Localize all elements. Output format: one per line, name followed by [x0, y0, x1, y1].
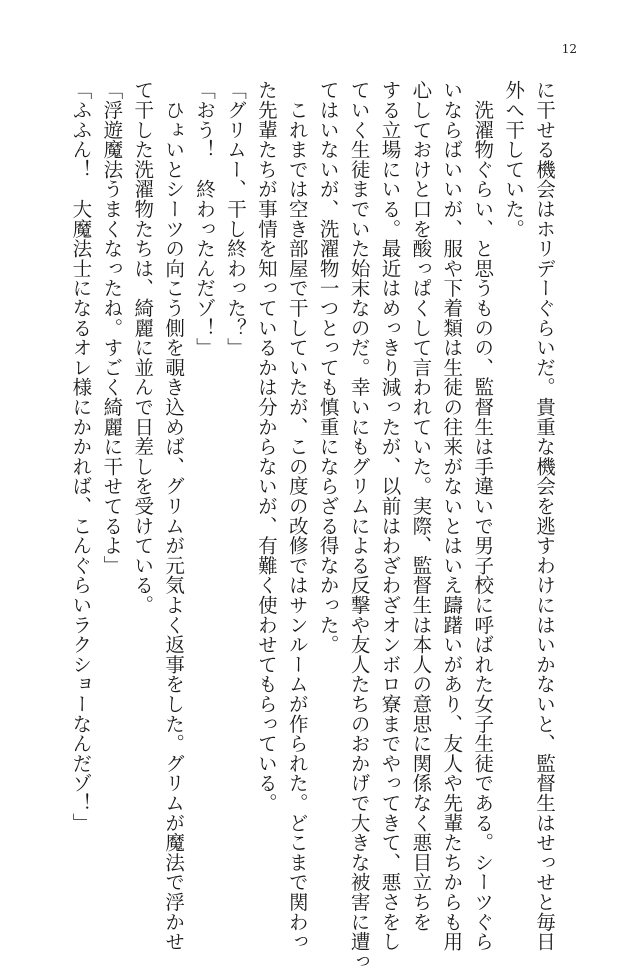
- text-line: いならばいいが、服や下着類は生徒の往来がないとはいえ躊躇いがあり、友人や先輩たちからも用: [440, 80, 464, 952]
- text-line: 洗濯物ぐらい、と思うものの、監督生は手違いで男子校に呼ばれた女子生徒である。シーツぐら: [471, 80, 495, 952]
- text-line: に干せる機会はホリデーぐらいだ。貴重な機会を逃すわけにはいかないと、監督生はせっせと毎日: [533, 80, 556, 952]
- text-line: 「おう！ 終わったんだゾ！」: [193, 80, 217, 358]
- text-line: 外へ干していた。: [502, 80, 526, 239]
- text-line: て干した洗濯物たちは、綺麗に並んで日差しを受けている。: [131, 80, 155, 615]
- text-line: ていく生徒までいた始末なのだ。幸いにもグリムによる反撃や友人たちのおかげで大きな被害に遭っ: [347, 80, 371, 971]
- text-line: た先輩たちが事情を知っているかは分からないが、有難く使わせてもらっている。: [254, 80, 278, 813]
- text-line: 「ふふん！ 大魔法士になるオレ様にかかれば、こんぐらいラクショーなんだゾ！」: [69, 80, 93, 833]
- text-line: する立場にいる。最近はめっきり減ったが、以前はわざわざオンボロ寮までやってきて、悪さをし: [378, 80, 402, 952]
- body-text: [65, 80, 560, 971]
- text-line: 心しておけと口を酸っぱくして言われていた。実際、監督生は本人の意思に関係なく悪目立ちを: [409, 80, 433, 932]
- text-line: 「浮遊魔法うまくなったね。すごく綺麗に干せてるよ」: [100, 80, 124, 575]
- text-line: 「グリムー、干し終わった？」: [223, 80, 247, 358]
- text-line: てはいないが、洗濯物一つとっても慎重にならざる得なかった。: [316, 80, 340, 655]
- page-number: 12: [561, 42, 577, 56]
- text-line: ひょいとシーツの向こう側を覗き込めば、グリムが元気よく返事をした。グリムが魔法で浮かせ: [162, 80, 186, 952]
- text-line: これまでは空き部屋で干していたが、この度の改修ではサンルームが作られた。どこまで関わっ: [285, 80, 309, 952]
